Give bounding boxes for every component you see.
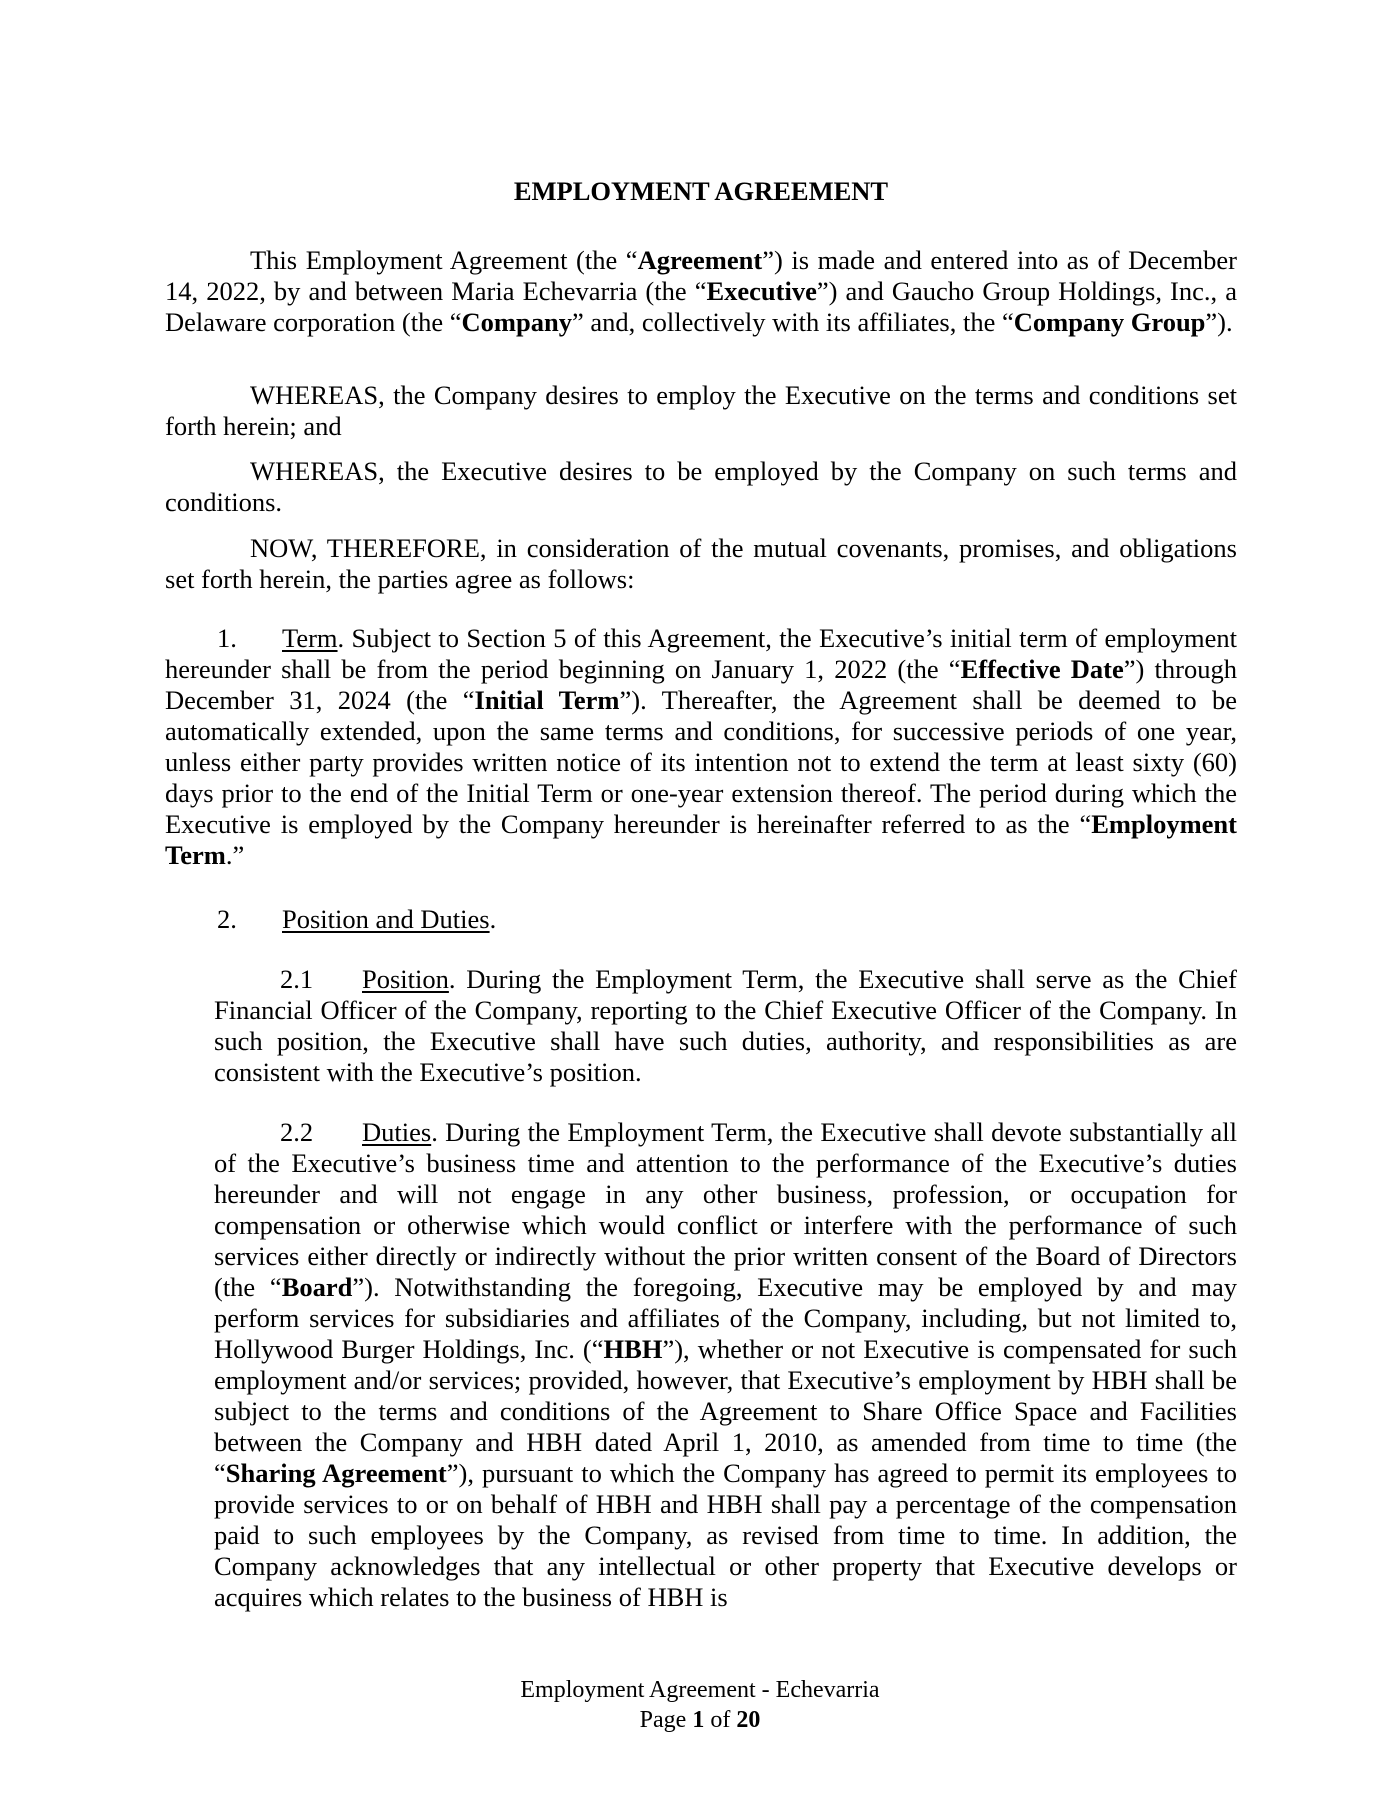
preamble-text: This Employment Agreement (the “ [250, 245, 638, 275]
section-text: . Subject to Section 5 of this Agreement, the Executive’s initial term of employment hereunder shall be from the period beginning on January 1, 2022 (the “ [165, 623, 1237, 684]
current-page: 1 [692, 1707, 705, 1733]
defined-term-hbh: HBH [603, 1334, 663, 1364]
section-text: ”) through December 31, 2024 (the “ [165, 654, 1237, 715]
page-label: Page [639, 1707, 693, 1733]
preamble-text: ”) and Gaucho Group Holdings, Inc., a Delaware corporation (the “ [165, 276, 1237, 337]
section-1-term [165, 623, 1237, 871]
recital-paragraph: WHEREAS, the Executive desires to be employed by the Company on such terms and conditions. [165, 456, 1237, 517]
defined-term-executive: Executive [706, 276, 817, 306]
footer-document-label: Employment Agreement - Echevarria [520, 1677, 880, 1703]
defined-term-employment-term: Employment Term [165, 809, 1237, 870]
section-text: ”). Thereafter, the Agreement shall be deemed to be automatically extended, upon the same terms and conditions, for successive periods of one year, unless either party provides written notice of its intention not to extend the term at least sixty (60) days prior to the end of the Initial Term or one-year extension thereof. The period during which the Executive is employed by the Company hereunder is hereinafter referred to as the “ [165, 685, 1237, 839]
section-heading: Term [282, 623, 338, 653]
section-number: 2.1 [280, 964, 314, 994]
section-heading: Position and Duties [282, 904, 490, 934]
defined-term-board: Board [281, 1272, 353, 1302]
document-title: EMPLOYMENT AGREEMENT [513, 176, 889, 206]
preamble-text: ”). [1205, 307, 1233, 337]
defined-term-effective-date: Effective Date [960, 654, 1124, 684]
section-heading: Position [362, 964, 449, 994]
section-number: 2. [217, 904, 237, 934]
defined-term-company: Company [461, 307, 572, 337]
defined-term-sharing-agreement: Sharing Agreement [225, 1458, 447, 1488]
page-number [0, 1705, 1400, 1735]
page-of-label: of [704, 1707, 737, 1733]
page-footer [0, 1675, 1400, 1735]
defined-term-agreement: Agreement [637, 245, 763, 275]
preamble-paragraph [165, 245, 1237, 338]
section-heading-suffix: . [489, 904, 497, 934]
preamble-text: ” and, collectively with its affiliates, the “ [571, 307, 1014, 337]
preamble-text: ”) is made and entered into as of December 14, 2022, by and between Maria Echevarria (the “ [165, 245, 1237, 306]
defined-term-initial-term: Initial Term [474, 685, 620, 715]
section-text: .” [225, 840, 245, 870]
recital-paragraph: NOW, THEREFORE, in consideration of the mutual covenants, promises, and obligations set forth herein, the parties agree as follows: [165, 533, 1237, 594]
section-text: ”), whether or not Executive is compensated for such employment and/or services; provided, however, that Executive’s employment by HBH shall be subject to the terms and conditions of the Agreement to Share Office Space and Facilities between the Company and HBH dated April 1, 2010, as amended from time to time (the “ [214, 1334, 1237, 1488]
section-2-heading [165, 904, 1237, 935]
section-number: 2.2 [280, 1117, 314, 1147]
section-heading: Duties [362, 1117, 432, 1147]
total-pages: 20 [736, 1707, 761, 1733]
section-text: ”). Notwithstanding the foregoing, Executive may be employed by and may perform services for subsidiaries and affiliates of the Company, including, but not limited to, Hollywood Burger Holdings, Inc. (“ [214, 1272, 1237, 1364]
section-2-1-position [214, 964, 1237, 1088]
section-text: . During the Employment Term, the Executive shall serve as the Chief Financial Officer of the Company, reporting to the Chief Executive Officer of the Company. In such position, the Executive shall have such duties, authority, and responsibilities as are consistent with the Executive’s position. [214, 964, 1237, 1087]
section-text: . During the Employment Term, the Executive shall devote substantially all of the Executive’s business time and attention to the performance of the Executive’s duties hereunder and will not engage in any other business, profession, or occupation for compensation or otherwise which would conflict or interfere with the performance of such services either directly or indirectly without the prior written consent of the Board of Directors (the “ [214, 1117, 1237, 1302]
section-2-2-duties [214, 1117, 1237, 1613]
section-text: ”), pursuant to which the Company has agreed to permit its employees to provide services to or on behalf of HBH and HBH shall pay a percentage of the compensation paid to such employees by the Company, as revised from time to time. In addition, the Company acknowledges that any intellectual or other property that Executive develops or acquires which relates to the business of HBH is [214, 1458, 1237, 1612]
recital-paragraph: WHEREAS, the Company desires to employ the Executive on the terms and conditions set forth herein; and [165, 380, 1237, 441]
section-number: 1. [217, 623, 237, 653]
defined-term-company-group: Company Group [1013, 307, 1206, 337]
